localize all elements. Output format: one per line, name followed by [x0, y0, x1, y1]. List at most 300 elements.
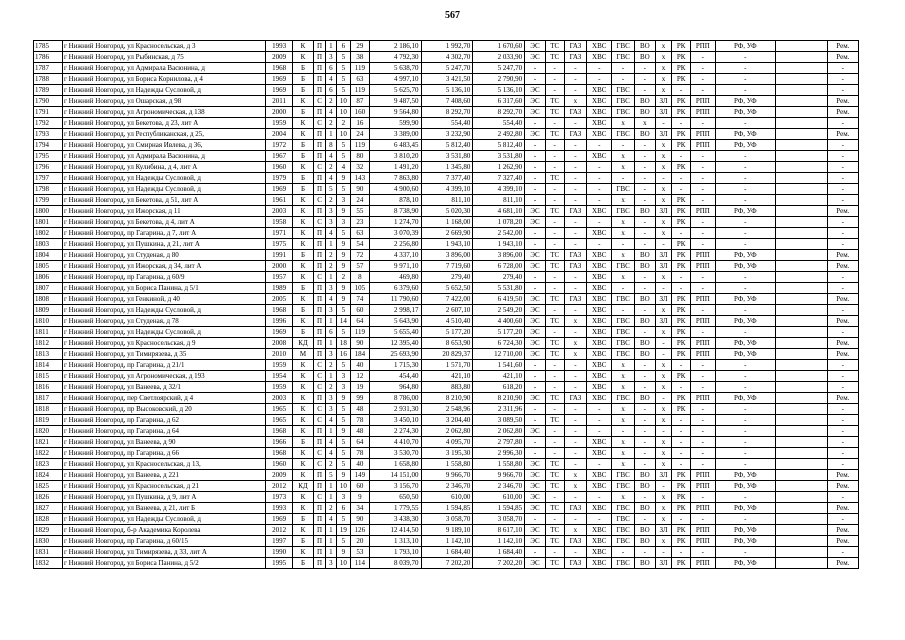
table-cell: х: [612, 459, 635, 470]
table-cell: г Нижний Новгород, пр Гагарина, д 7, лит А: [63, 228, 266, 239]
table-cell: 1954: [266, 371, 293, 382]
table-cell: РФ, УФ: [715, 525, 775, 536]
table-cell: х: [612, 404, 635, 415]
table-cell: П: [313, 107, 325, 118]
table-cell: 4 681,10: [473, 206, 525, 217]
table-cell: П: [313, 261, 325, 272]
table-cell: -: [545, 118, 564, 129]
table-cell: РПП: [690, 41, 715, 52]
table-cell: [775, 294, 827, 305]
table-cell: РПП: [690, 261, 715, 272]
table-cell: 454,40: [369, 371, 421, 382]
table-cell: 149: [351, 470, 370, 481]
table-cell: -: [690, 195, 715, 206]
table-cell: [775, 162, 827, 173]
table-cell: 1995: [266, 558, 293, 569]
table-cell: РК: [672, 503, 691, 514]
table-cell: ТС: [545, 536, 564, 547]
table-cell: г Нижний Новгород, пр Гагарина, д 64: [63, 426, 266, 437]
table-cell: П: [313, 437, 325, 448]
table-cell: К: [293, 195, 314, 206]
table-cell: -: [525, 382, 546, 393]
table-cell: -: [715, 85, 775, 96]
table-cell: К: [293, 118, 314, 129]
table-cell: ВО: [634, 316, 655, 327]
table-cell: 6: [336, 41, 351, 52]
table-cell: П: [313, 514, 325, 525]
table-cell: х: [612, 250, 635, 261]
table-cell: РПП: [690, 470, 715, 481]
table-cell: РФ, УФ: [715, 338, 775, 349]
table-cell: ГВС: [612, 503, 635, 514]
table-row: [34, 360, 859, 371]
table-cell: 20 829,37: [421, 349, 473, 360]
table-cell: 4: [326, 151, 336, 162]
table-cell: -: [827, 547, 858, 558]
table-cell: ХВС: [587, 151, 612, 162]
table-cell: ГВС: [612, 514, 635, 525]
table-cell: -: [525, 74, 546, 85]
table-cell: 5 020,30: [421, 206, 473, 217]
table-cell: 1 558,80: [473, 459, 525, 470]
table-cell: П: [313, 228, 325, 239]
table-cell: 1965: [266, 415, 293, 426]
table-row: [34, 239, 859, 250]
table-cell: П: [313, 426, 325, 437]
table-cell: 1821: [34, 437, 63, 448]
table-cell: г Нижний Новгород, ул Бориса Корнилова, д 4: [63, 74, 266, 85]
table-cell: [775, 459, 827, 470]
table-cell: 1785: [34, 41, 63, 52]
table-cell: -: [612, 547, 635, 558]
table-cell: М: [293, 349, 314, 360]
table-cell: 5 177,20: [421, 327, 473, 338]
table-cell: Б: [293, 536, 314, 547]
table-cell: -: [612, 305, 635, 316]
table-cell: 2 033,90: [473, 52, 525, 63]
table-cell: -: [690, 382, 715, 393]
table-cell: 2 607,10: [421, 305, 473, 316]
table-cell: х: [655, 162, 672, 173]
table-cell: -: [672, 448, 691, 459]
table-cell: г Нижний Новгород, ул Рыбинская, д 75: [63, 52, 266, 63]
table-cell: Б: [293, 184, 314, 195]
table-cell: 1965: [266, 404, 293, 415]
table-cell: К: [293, 426, 314, 437]
table-cell: [775, 525, 827, 536]
table-cell: РПП: [690, 481, 715, 492]
table-cell: -: [715, 118, 775, 129]
table-cell: 5: [336, 536, 351, 547]
table-cell: -: [827, 327, 858, 338]
table-cell: 9: [336, 294, 351, 305]
table-cell: 7 408,60: [421, 96, 473, 107]
table-cell: 2 062,80: [473, 426, 525, 437]
table-cell: 7 327,40: [473, 173, 525, 184]
table-cell: 24: [351, 195, 370, 206]
table-cell: 1820: [34, 426, 63, 437]
table-cell: 14: [336, 316, 351, 327]
table-cell: 5 643,90: [369, 316, 421, 327]
table-cell: -: [715, 239, 775, 250]
table-cell: 6 317,60: [473, 96, 525, 107]
table-cell: РПП: [690, 250, 715, 261]
table-cell: 5: [336, 437, 351, 448]
table-cell: ЗЛ: [655, 206, 672, 217]
table-cell: 1: [326, 239, 336, 250]
table-cell: 16: [336, 349, 351, 360]
table-cell: 34: [351, 503, 370, 514]
table-cell: 3: [326, 349, 336, 360]
table-cell: г Нижний Новгород, ул Надежды Сусловой, д: [63, 305, 266, 316]
table-cell: Рем.: [827, 41, 858, 52]
table-cell: -: [655, 338, 672, 349]
page-number: 567: [445, 10, 460, 21]
table-cell: -: [690, 74, 715, 85]
table-cell: 1788: [34, 74, 63, 85]
table-cell: 618,20: [473, 382, 525, 393]
table-cell: 1969: [266, 85, 293, 96]
table-cell: 1832: [34, 558, 63, 569]
table-cell: С: [313, 459, 325, 470]
table-cell: [775, 184, 827, 195]
table-cell: ХВС: [587, 349, 612, 360]
table-cell: -: [525, 437, 546, 448]
table-row: [34, 41, 859, 52]
table-cell: 6 724,30: [473, 338, 525, 349]
table-cell: ХВС: [587, 316, 612, 327]
table-cell: -: [690, 283, 715, 294]
table-cell: 1 594,85: [473, 503, 525, 514]
table-cell: 9 564,80: [369, 107, 421, 118]
table-cell: 3: [326, 305, 336, 316]
table-cell: ВО: [634, 338, 655, 349]
table-cell: 6 419,50: [473, 294, 525, 305]
table-cell: ЗЛ: [655, 107, 672, 118]
table-cell: ХВС: [587, 448, 612, 459]
table-cell: ЭС: [525, 85, 546, 96]
table-cell: 8 292,70: [421, 107, 473, 118]
table-cell: г Нижний Новгород, ул Агрономическая, д 193: [63, 371, 266, 382]
table-cell: 10: [336, 558, 351, 569]
table-cell: К: [293, 547, 314, 558]
table-cell: П: [313, 74, 325, 85]
table-cell: [775, 558, 827, 569]
table-cell: ГВС: [612, 107, 635, 118]
table-cell: П: [313, 503, 325, 514]
table-cell: 1789: [34, 85, 63, 96]
table-cell: ХВС: [587, 305, 612, 316]
table-cell: 5: [336, 415, 351, 426]
table-cell: К: [293, 448, 314, 459]
table-cell: -: [564, 173, 587, 184]
table-cell: 5 247,70: [421, 63, 473, 74]
table-cell: 19: [336, 525, 351, 536]
table-cell: 64: [351, 437, 370, 448]
table-cell: х: [655, 74, 672, 85]
table-cell: 1 142,10: [421, 536, 473, 547]
table-cell: ГВС: [612, 52, 635, 63]
table-cell: 16: [351, 118, 370, 129]
table-cell: 20: [351, 536, 370, 547]
table-cell: х: [655, 184, 672, 195]
table-cell: -: [612, 173, 635, 184]
table-cell: С: [313, 195, 325, 206]
table-cell: ХВС: [587, 85, 612, 96]
table-cell: [775, 41, 827, 52]
table-cell: -: [587, 415, 612, 426]
table-cell: [775, 63, 827, 74]
table-cell: -: [715, 404, 775, 415]
table-cell: РК: [672, 239, 691, 250]
table-cell: 1797: [34, 173, 63, 184]
table-cell: 12 414,50: [369, 525, 421, 536]
table-cell: ХВС: [587, 470, 612, 481]
table-cell: К: [293, 52, 314, 63]
table-cell: ЭС: [525, 52, 546, 63]
table-cell: 1968: [266, 448, 293, 459]
table-cell: [775, 547, 827, 558]
table-cell: -: [690, 426, 715, 437]
table-cell: -: [690, 547, 715, 558]
table-cell: 1795: [34, 151, 63, 162]
table-cell: -: [525, 404, 546, 415]
table-cell: 1787: [34, 63, 63, 74]
table-cell: х: [655, 217, 672, 228]
table-cell: [775, 173, 827, 184]
table-cell: ГВС: [612, 470, 635, 481]
table-cell: ГВС: [612, 393, 635, 404]
table-cell: РПП: [690, 536, 715, 547]
table-cell: Рем.: [827, 261, 858, 272]
table-cell: -: [564, 118, 587, 129]
table-cell: 55: [351, 206, 370, 217]
table-cell: П: [313, 63, 325, 74]
table-cell: Рем.: [827, 316, 858, 327]
table-cell: 1799: [34, 195, 63, 206]
table-cell: П: [313, 250, 325, 261]
table-cell: ЭС: [525, 525, 546, 536]
table-cell: 5 625,70: [369, 85, 421, 96]
table-cell: 4: [326, 294, 336, 305]
table-cell: Рем.: [827, 525, 858, 536]
table-cell: -: [672, 151, 691, 162]
table-cell: 5 136,10: [473, 85, 525, 96]
table-cell: РК: [672, 129, 691, 140]
table-cell: 9: [336, 261, 351, 272]
table-cell: 1822: [34, 448, 63, 459]
table-cell: 2: [326, 360, 336, 371]
table-cell: -: [827, 195, 858, 206]
table-cell: П: [313, 140, 325, 151]
table-cell: РФ, УФ: [715, 393, 775, 404]
table-cell: ГВС: [612, 294, 635, 305]
table-cell: 1806: [34, 272, 63, 283]
table-cell: ГВС: [612, 525, 635, 536]
table-cell: [775, 129, 827, 140]
table-cell: РФ, УФ: [715, 558, 775, 569]
table-cell: П: [313, 338, 325, 349]
table-cell: -: [715, 52, 775, 63]
table-cell: [775, 481, 827, 492]
table-cell: 10: [336, 96, 351, 107]
table-cell: г Нижний Новгород, ул Надежды Сусловой, д: [63, 514, 266, 525]
table-cell: ХВС: [587, 525, 612, 536]
table-cell: ЭС: [525, 459, 546, 470]
table-cell: К: [293, 96, 314, 107]
table-cell: 10: [336, 107, 351, 118]
table-row: [34, 52, 859, 63]
table-cell: -: [655, 547, 672, 558]
table-cell: 23: [351, 217, 370, 228]
table-cell: 2004: [266, 129, 293, 140]
table-cell: ХВС: [587, 228, 612, 239]
table-cell: К: [293, 217, 314, 228]
table-cell: 4 399,10: [421, 184, 473, 195]
table-cell: х: [612, 151, 635, 162]
table-cell: 2 346,70: [421, 481, 473, 492]
table-cell: РК: [672, 217, 691, 228]
table-cell: -: [634, 195, 655, 206]
table-cell: ХВС: [587, 481, 612, 492]
table-cell: Рем.: [827, 481, 858, 492]
table-cell: 1 078,20: [473, 217, 525, 228]
table-row: [34, 547, 859, 558]
table-cell: К: [293, 459, 314, 470]
table-row: [34, 206, 859, 217]
table-row: [34, 404, 859, 415]
table-cell: -: [564, 305, 587, 316]
table-cell: К: [293, 382, 314, 393]
table-cell: 9 487,50: [369, 96, 421, 107]
table-cell: 4 510,40: [421, 316, 473, 327]
table-cell: г Нижний Новгород, пр Гагарина, д 60/15: [63, 536, 266, 547]
table-cell: -: [634, 74, 655, 85]
table-cell: 1968: [266, 63, 293, 74]
table-cell: 3 896,00: [473, 250, 525, 261]
table-cell: 12 710,00: [473, 349, 525, 360]
table-cell: 1 684,40: [421, 547, 473, 558]
table-cell: 4: [336, 162, 351, 173]
table-cell: х: [612, 371, 635, 382]
table-cell: -: [690, 217, 715, 228]
table-cell: Рем.: [827, 470, 858, 481]
table-cell: х: [612, 195, 635, 206]
table-cell: ТС: [545, 558, 564, 569]
table-cell: [775, 426, 827, 437]
table-cell: 1972: [266, 140, 293, 151]
table-cell: РК: [672, 41, 691, 52]
table-cell: 8 786,00: [369, 393, 421, 404]
table-cell: П: [313, 547, 325, 558]
table-cell: -: [827, 371, 858, 382]
table-cell: 114: [351, 558, 370, 569]
table-cell: К: [293, 272, 314, 283]
table-cell: -: [827, 437, 858, 448]
table-cell: -: [525, 173, 546, 184]
table-cell: 1786: [34, 52, 63, 63]
table-cell: Рем.: [827, 250, 858, 261]
table-cell: 610,00: [473, 492, 525, 503]
table-cell: 2: [326, 195, 336, 206]
table-cell: РК: [672, 250, 691, 261]
table-cell: 119: [351, 85, 370, 96]
table-cell: х: [655, 448, 672, 459]
table-cell: г Нижний Новгород, ул Ижорская, д 11: [63, 206, 266, 217]
table-cell: 1: [326, 272, 336, 283]
table-cell: РК: [672, 261, 691, 272]
table-cell: 1 558,80: [421, 459, 473, 470]
table-cell: -: [690, 415, 715, 426]
table-cell: -: [612, 74, 635, 85]
table-cell: ГАЗ: [564, 52, 587, 63]
table-cell: РФ, УФ: [715, 41, 775, 52]
table-cell: 32: [351, 162, 370, 173]
table-cell: х: [612, 492, 635, 503]
table-cell: -: [545, 239, 564, 250]
table-cell: -: [827, 283, 858, 294]
table-cell: ХВС: [587, 371, 612, 382]
table-cell: -: [564, 371, 587, 382]
table-cell: г Нижний Новгород, ул Бекетова, д 23, лит А: [63, 118, 266, 129]
table-cell: 1794: [34, 140, 63, 151]
table-cell: 4: [326, 415, 336, 426]
table-cell: г Нижний Новгород, ул Ошарская, д 98: [63, 96, 266, 107]
table-cell: 1 491,20: [369, 162, 421, 173]
table-cell: г Нижний Новгород, пр Гагарина, д 60/9: [63, 272, 266, 283]
table-cell: РПП: [690, 558, 715, 569]
table-cell: 3 195,30: [421, 448, 473, 459]
table-cell: г Нижний Новгород, ул Генкиной, д 40: [63, 294, 266, 305]
table-cell: РПП: [690, 140, 715, 151]
table-cell: 2003: [266, 393, 293, 404]
table-cell: -: [715, 437, 775, 448]
table-cell: 25 693,90: [369, 349, 421, 360]
table-cell: 2 931,30: [369, 404, 421, 415]
table-row: [34, 63, 859, 74]
table-cell: П: [313, 239, 325, 250]
table-cell: ЭС: [525, 250, 546, 261]
table-cell: РК: [672, 107, 691, 118]
table-cell: 143: [351, 173, 370, 184]
table-cell: 2008: [266, 338, 293, 349]
table-cell: ЭС: [525, 503, 546, 514]
table-cell: -: [672, 228, 691, 239]
table-cell: 1 793,10: [369, 547, 421, 558]
table-cell: 1 168,00: [421, 217, 473, 228]
table-cell: ГВС: [612, 558, 635, 569]
table-cell: 1824: [34, 470, 63, 481]
table-cell: 2 492,80: [473, 129, 525, 140]
table-cell: -: [634, 228, 655, 239]
table-cell: 1807: [34, 283, 63, 294]
table-cell: РФ, УФ: [715, 96, 775, 107]
table-cell: ГВС: [612, 536, 635, 547]
table-row: [34, 283, 859, 294]
table-cell: С: [313, 162, 325, 173]
table-cell: 3 058,70: [421, 514, 473, 525]
table-row: [34, 195, 859, 206]
table-cell: Рем.: [827, 107, 858, 118]
table-cell: -: [634, 448, 655, 459]
table-cell: ВО: [634, 96, 655, 107]
table-cell: х: [564, 525, 587, 536]
table-cell: ТС: [545, 41, 564, 52]
table-cell: -: [612, 239, 635, 250]
table-cell: П: [313, 206, 325, 217]
table-cell: х: [564, 316, 587, 327]
table-cell: х: [655, 327, 672, 338]
